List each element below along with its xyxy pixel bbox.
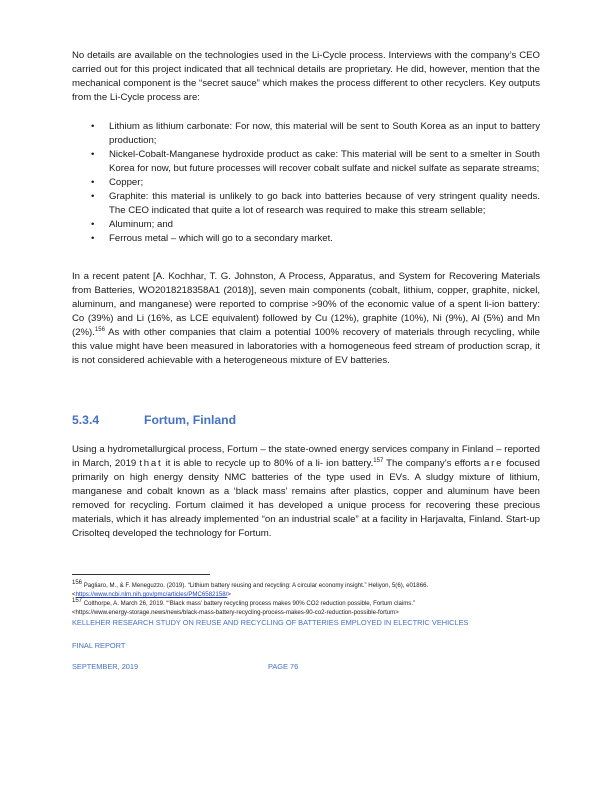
footer-study-title: KELLEHER RESEARCH STUDY ON REUSE AND RECYCLING OF BATTERIES EMPLOYED IN ELECTRIC VEHICLES <box>72 618 469 627</box>
list-item: • Lithium as lithium carbonate: For now, this material will be sent to South Korea as an input to battery production; <box>72 120 540 148</box>
paragraph-patent <box>72 270 540 368</box>
footnote-number: 157 <box>72 597 83 604</box>
footnote-link-bracket: > <box>227 591 231 598</box>
footnote-link-bracket: < <box>72 591 76 598</box>
footnote-156 <box>72 581 540 599</box>
paragraph-text: The company’s efforts <box>383 458 485 469</box>
list-item: • Graphite: this material is unlikely to go back into batteries because of very stringent quality needs. The CEO indicated that quite a lot of research was required to make this stream sellable; <box>72 190 540 218</box>
paragraph-text: it is able to recycle up to 80% of a li- ion battery. <box>162 458 374 469</box>
footnote-link[interactable]: https://www.ncbi.nlm.nih.gov/pmc/articles/PMC6582158/ <box>75 591 228 598</box>
li-cycle-outputs-list <box>72 120 540 246</box>
list-item: • Copper; <box>72 176 540 190</box>
list-item: • Nickel-Cobalt-Manganese hydroxide product as cake: This material will be sent to a smelter in South Korea for now, but future processes will recover cobalt sulfate and nickel sulfate as separate streams; <box>72 148 540 176</box>
footnote-ref[interactable]: 156 <box>94 326 105 333</box>
footer-date: SEPTEMBER, 2019 <box>72 662 139 671</box>
section-number: 5.3.4 <box>72 413 100 427</box>
footnote-ref[interactable]: 157 <box>373 457 384 464</box>
list-item: • Ferrous metal – which will go to a secondary market. <box>72 232 540 246</box>
paragraph-text: In a recent patent [A. Kochhar, T. G. Johnston, A Process, Apparatus, and System for Recovering Materials from Batteries, WO2018218358A1 (2018)], seven main components (cobalt, lithium, copper, graphite, nickel, aluminum, and manganese) were reported to comprise >90% of the economic value of a spent li-ion battery: Co (39%) and Li (16%, as LCE equivalent) followed by Cu (12%), graphite (10%), Ni (9%), Al (5%) and Mn (2%). <box>72 271 540 338</box>
footnote-number: 156 <box>72 579 83 586</box>
paragraph-text: Using a hydrometallurgical process, Fortum – the state-owned energy services company in Finland – reported in March, 2019 <box>72 444 540 469</box>
footnote-divider <box>72 574 210 575</box>
paragraph-li-cycle-intro: No details are available on the technologies used in the Li-Cycle process. Interviews with the company’s CEO carried out for this project indicated that all technical details are proprietary. He did, however, mention that the mechanical component is the “secret sauce” which makes the process different to other recyclers. Key outputs from the Li-Cycle process are: <box>72 50 540 103</box>
footnote-text: Pagliaro, M., & F. Meneguzzo. (2019). “Lithium battery reusing and recycling: A circular economy insight.” Heliyon, 5(6), e01866. <box>82 582 429 589</box>
footnote-url: <https://www.energy-storage.news/news/black-mass-battery-recycling-process-makes-90-co2-reduction-possible-fortum> <box>72 609 399 616</box>
paragraph-text: that <box>139 458 163 469</box>
footer-report-label: FINAL REPORT <box>72 641 126 650</box>
list-item: • Aluminum; and <box>72 218 540 232</box>
section-heading <box>72 413 540 431</box>
footnote-157 <box>72 599 540 617</box>
paragraph-text: focused primarily on high energy density NMC batteries of the type used in EVs. A sludgy mixture of lithium, manganese and cobalt known as a ‘black mass’ remains after plastics, copper and aluminum have been removed for recycling. Fortum claimed it has developed a unique process for recovering these precious materials, which it has already implemented “on an industrial scale” at a facility in Harjavalta, Finland. Start-up Crisolteq developed the technology for Fortum. <box>72 458 540 539</box>
footer-page-number: PAGE 76 <box>268 662 299 671</box>
footnote-text: Colthorpe, A. March 26, 2019. “‘Black mass’ battery recycling process makes 90% CO2 reduction possible, Fortum claims.” <box>82 600 416 607</box>
section-title: Fortum, Finland <box>144 413 237 427</box>
paragraph-text: As with other companies that claim a potential 100% recovery of materials through recycling, while this value might have been measured in laboratories with a homogeneous feed stream of production scrap, it is not considered achievable with a heterogeneous mixture of EV batteries. <box>72 327 540 366</box>
paragraph-fortum <box>72 443 540 541</box>
paragraph-text: are <box>484 458 504 469</box>
